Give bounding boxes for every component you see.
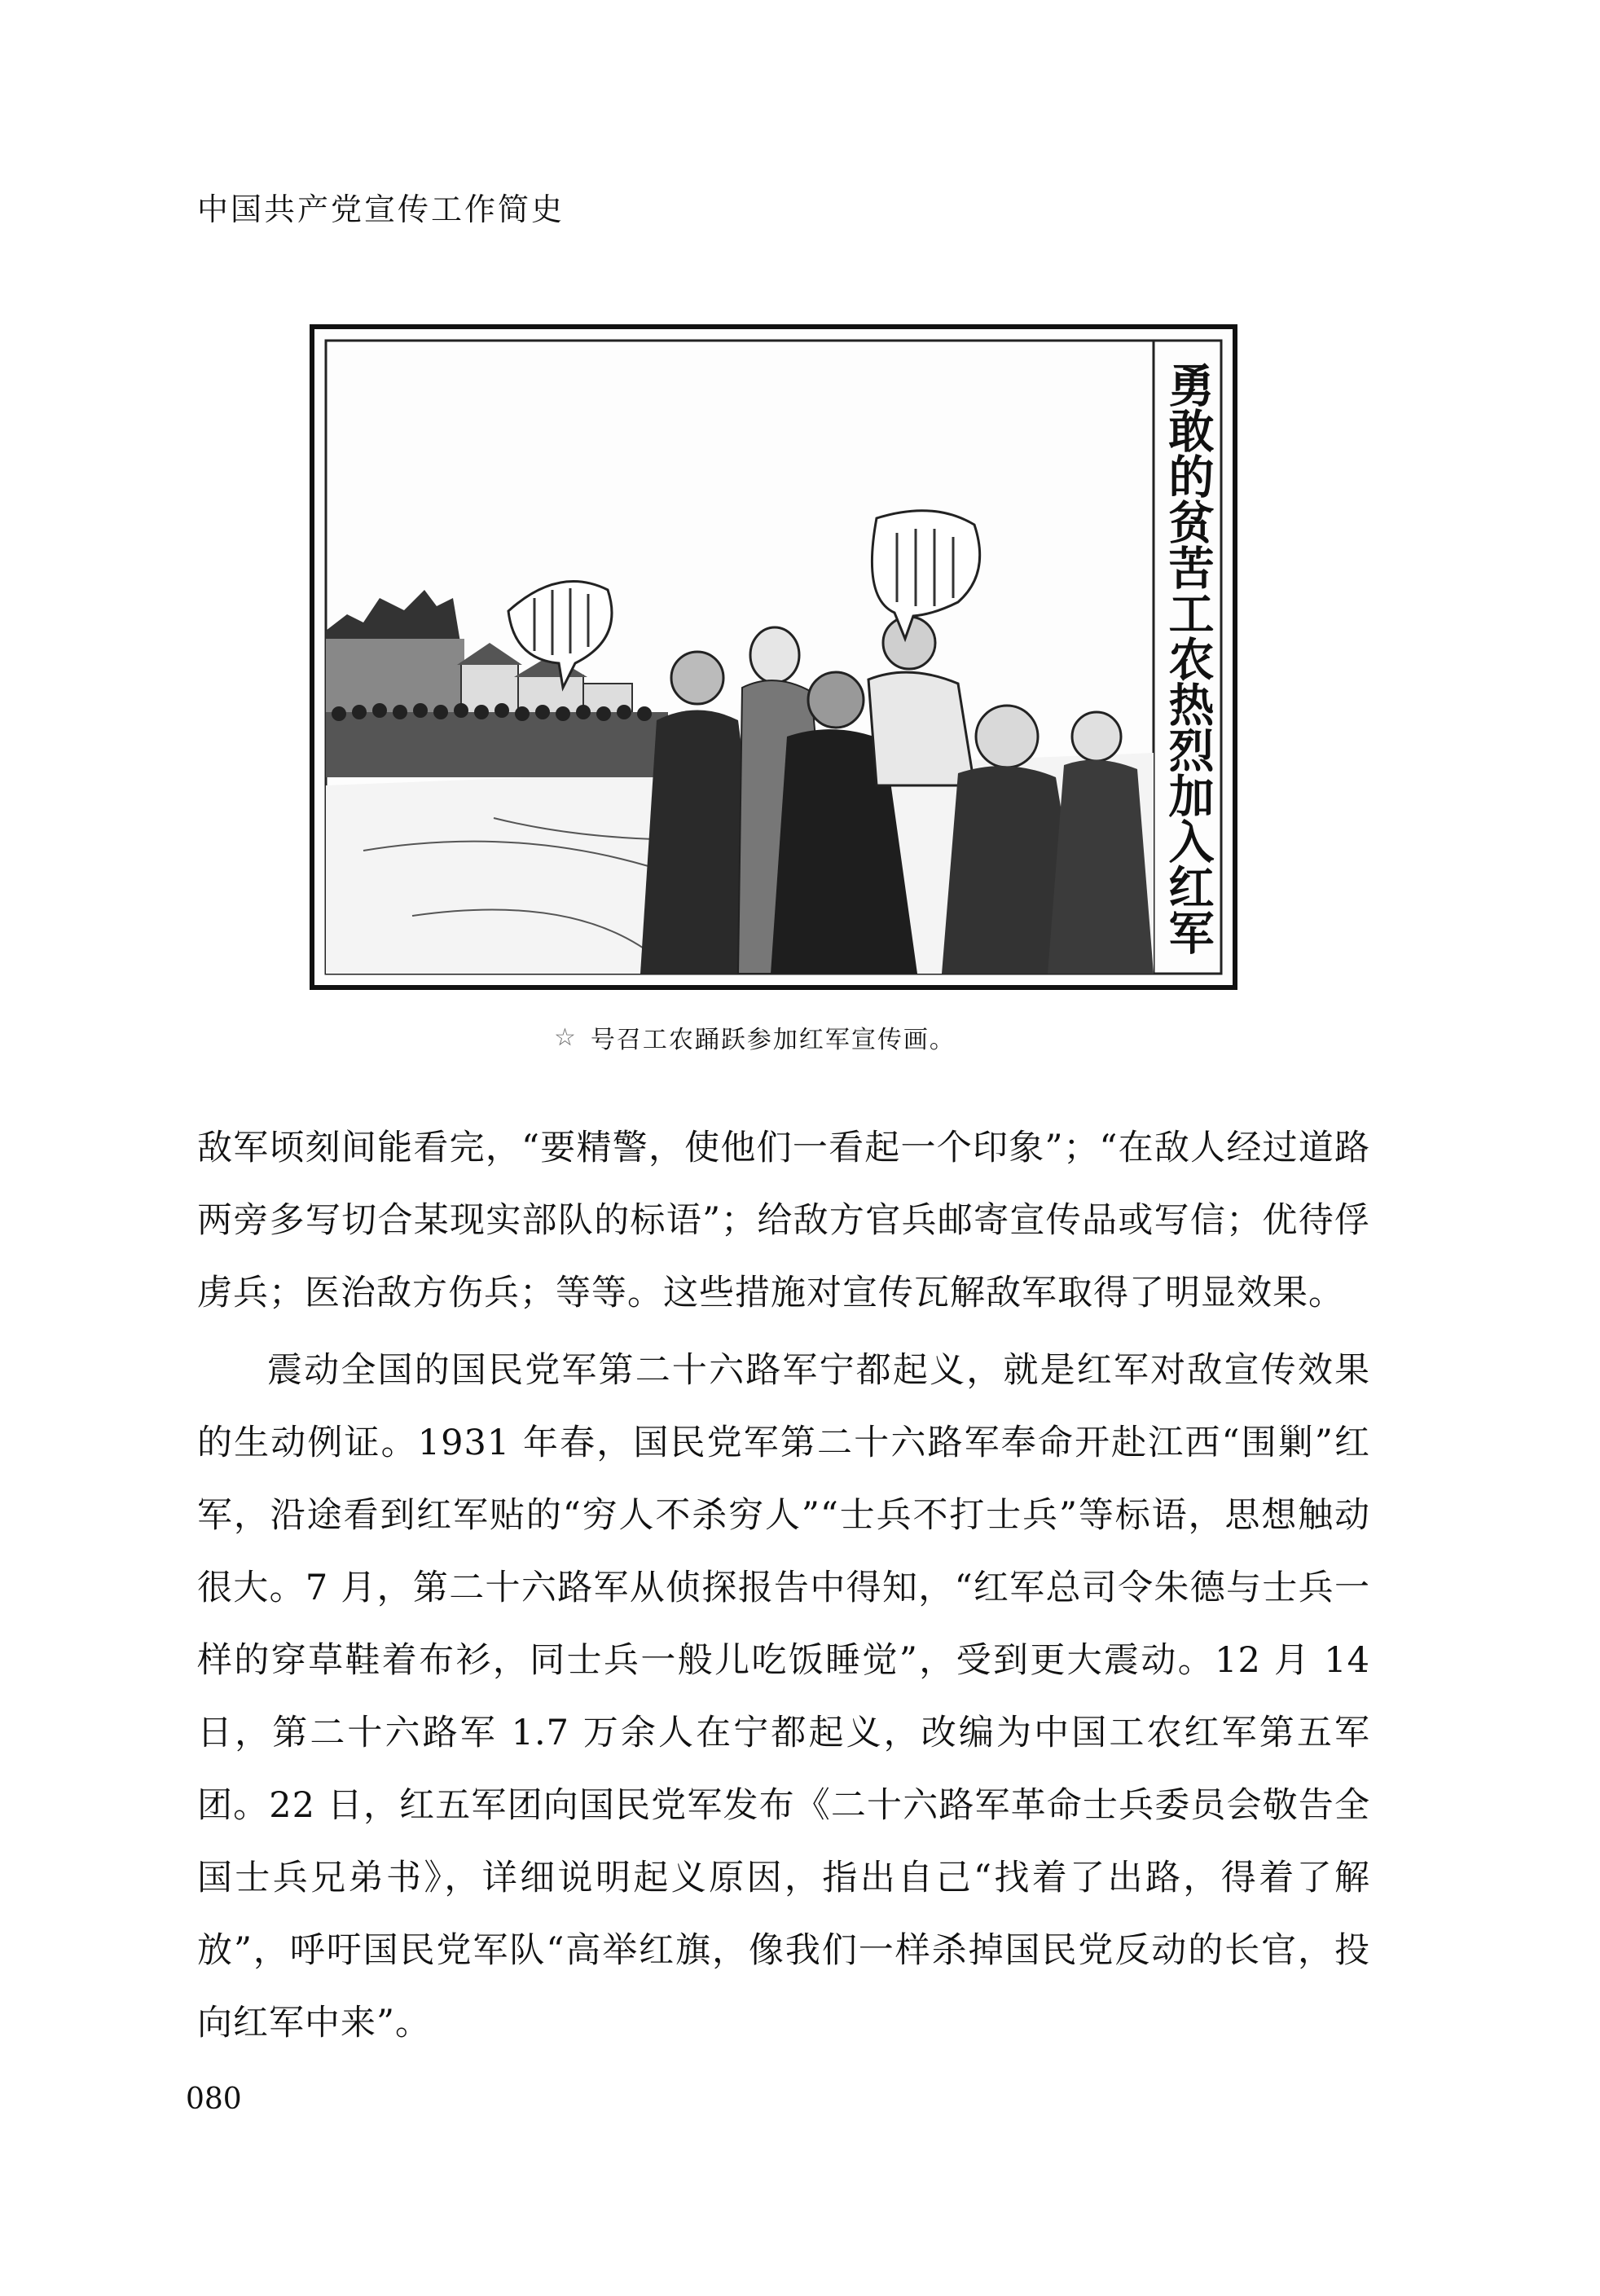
propaganda-illustration — [310, 324, 1237, 990]
body-text — [197, 1112, 1370, 2060]
paragraph: 敌军顷刻间能看完，“要精警，使他们一看起一个印象”；“在敌人经过道路两旁多写切合某现实部队的标语”；给敌方官兵邮寄宣传品或写信；优待俘虏兵；医治敌方伤兵；等等。这些措施对宣传瓦解敌军取得了明显效果。 — [197, 1128, 1370, 1313]
caption-text: 号召工农踊跃参加红军宣传画。 — [590, 1026, 956, 1054]
page-number: 080 — [186, 2083, 242, 2116]
vertical-slogan: 勇敢的贫苦工农热烈加入红军 — [1161, 362, 1215, 955]
star-icon: ☆ — [554, 1023, 578, 1052]
paragraph: 震动全国的国民党军第二十六路军宁都起义，就是红军对敌宣传效果的生动例证。1931 年春，国民党军第二十六路军奉命开赴江西“围剿”红军，沿途看到红军贴的“穷人不杀穷人”“士兵不打士兵”等标语，思想触动很大。7 月，第二十六路军从侦探报告中得知，“红军总司令朱德与士兵一样的穿草鞋着布衫，同士兵一般儿吃饭睡觉”，受到更大震动。12 月 14 日，第二十六路军 1.7 万余人在宁都起义，改编为中国工农红军第五军团。22 日，红五军团向国民党军发布《二十六路军革命士兵委员会敬告全国士兵兄弟书》，详细说明起义原因，指出自己“找着了出路，得着了解放”，呼吁国民党军队“高举红旗，像我们一样杀掉国民党反动的长官，投向红军中来”。 — [197, 1350, 1370, 2043]
illustration-drawing — [314, 329, 1233, 985]
running-header: 中国共产党宣传工作简史 — [197, 191, 565, 227]
figure-caption — [554, 1019, 956, 1055]
